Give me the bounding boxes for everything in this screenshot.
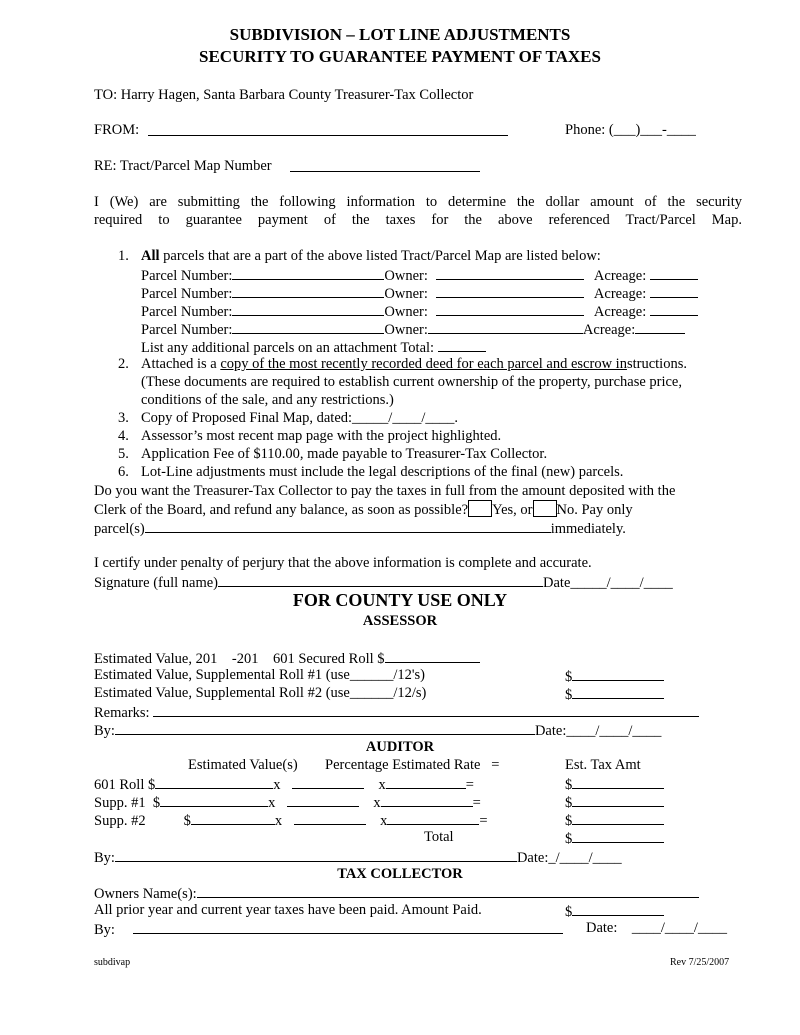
certify-text: I certify under penalty of perjury that the above information is complete and accurate. bbox=[94, 555, 592, 571]
assessor-supp1-amount[interactable]: $ bbox=[565, 666, 664, 686]
auditor-by[interactable]: By: Date:_/____/____ bbox=[94, 847, 622, 867]
form-title-line1: SUBDIVISION – LOT LINE ADJUSTMENTS bbox=[229, 25, 571, 44]
form-title-line2: SECURITY TO GUARANTEE PAYMENT OF TAXES bbox=[199, 47, 601, 66]
assessor-supp1[interactable]: Estimated Value, Supplemental Roll #1 (use______/12's) bbox=[94, 667, 425, 683]
item-number-1: 1. bbox=[118, 248, 129, 264]
to-line: TO: Harry Hagen, Santa Barbara County Treasurer-Tax Collector bbox=[94, 87, 474, 103]
tc-prior-text: All prior year and current year taxes have been paid. Amount Paid. bbox=[94, 902, 482, 918]
auditor-supp1-row[interactable]: Supp. #1 $ x x = bbox=[94, 792, 481, 812]
col-rate: Percentage Estimated Rate = bbox=[325, 757, 500, 773]
footer-revision: Rev 7/25/2007 bbox=[670, 957, 730, 968]
question-line3[interactable]: parcel(s) immediately. bbox=[94, 518, 626, 538]
col-tax: Est. Tax Amt bbox=[565, 757, 641, 773]
item-number-6: 6. bbox=[118, 464, 129, 480]
item-number-2: 2. bbox=[118, 356, 129, 372]
auditor-supp2-row[interactable]: Supp. #2 $ x x = bbox=[94, 810, 488, 830]
assessor-remarks[interactable]: Remarks: bbox=[94, 702, 699, 722]
question-line1: Do you want the Treasurer-Tax Collector to pay the taxes in full from the amount deposited with the bbox=[94, 483, 676, 499]
assessor-est-value[interactable]: Estimated Value, 201 -201 601 Secured Roll $ bbox=[94, 648, 480, 668]
item-4-text: Assessor’s most recent map page with the project highlighted. bbox=[141, 428, 502, 444]
footer-form-id: subdivap bbox=[94, 957, 131, 968]
no-label: No. Pay only bbox=[556, 502, 633, 518]
tc-by[interactable]: By: bbox=[94, 919, 563, 939]
auditor-heading: AUDITOR bbox=[365, 739, 435, 755]
item-1-bold: All bbox=[141, 248, 160, 264]
parcel-row[interactable]: Parcel Number: Owner: Acreage: bbox=[141, 283, 698, 303]
parcel-row[interactable]: Parcel Number: Owner: Acreage: bbox=[141, 301, 698, 321]
question-line2: Clerk of the Board, and refund any balance, as soon as possible? Yes, or No. Pay only bbox=[94, 502, 633, 518]
phone-field[interactable]: Phone: (___)___-____ bbox=[565, 122, 696, 138]
parcel-row[interactable]: Parcel Number: Owner: Acreage: bbox=[141, 265, 698, 285]
auditor-supp1-tax[interactable]: $ bbox=[565, 792, 664, 812]
signature-field[interactable]: Signature (full name) Date_____/____/____ bbox=[94, 572, 673, 592]
intro-line2: required to guarantee payment of the taxes for the above referenced Tract/Parcel Map. bbox=[94, 212, 742, 228]
item-number-5: 5. bbox=[118, 446, 129, 462]
county-use-heading: FOR COUNTY USE ONLY bbox=[292, 590, 508, 610]
item-number-3: 3. bbox=[118, 410, 129, 426]
item-5-text: Application Fee of $110.00, made payable to Treasurer-Tax Collector. bbox=[141, 446, 548, 462]
yes-label: Yes, or bbox=[492, 502, 533, 518]
tc-amount-paid[interactable]: $ bbox=[565, 901, 664, 921]
auditor-601-row[interactable]: 601 Roll $ x x = bbox=[94, 774, 474, 794]
assessor-by[interactable]: By: Date:____/____/____ bbox=[94, 720, 661, 740]
item-2-text: Attached is a copy of the most recently recorded deed for each parcel and escrow instructions. bbox=[141, 356, 687, 372]
re-label: RE: Tract/Parcel Map Number bbox=[94, 158, 272, 174]
parcel-row[interactable]: Parcel Number: Owner: Acreage: bbox=[141, 319, 685, 339]
assessor-supp2-amount[interactable]: $ bbox=[565, 684, 664, 704]
item-6-text: Lot-Line adjustments must include the legal descriptions of the final (new) parcels. bbox=[141, 464, 624, 480]
auditor-601-tax[interactable]: $ bbox=[565, 774, 664, 794]
item-1-text bbox=[141, 247, 601, 265]
item-3-text[interactable]: Copy of Proposed Final Map, dated:_____/____/____. bbox=[141, 410, 458, 426]
tax-collector-heading: TAX COLLECTOR bbox=[337, 866, 463, 882]
auditor-total-amount[interactable]: $ bbox=[565, 828, 664, 848]
col-est-value: Estimated Value(s) bbox=[188, 757, 298, 773]
from-label: FROM: bbox=[94, 122, 140, 138]
auditor-total-label: Total bbox=[424, 829, 454, 845]
intro-line1: I (We) are submitting the following information to determine the dollar amount of the security bbox=[94, 194, 742, 210]
item-1-rest: parcels that are a part of the above listed Tract/Parcel Map are listed below: bbox=[159, 248, 601, 264]
tc-date[interactable]: Date: ____/____/____ bbox=[586, 920, 727, 936]
map-number-field[interactable] bbox=[290, 157, 480, 177]
item-2-line2: (These documents are required to establish current ownership of the property, purchase price, bbox=[141, 374, 682, 390]
from-field[interactable] bbox=[148, 121, 508, 141]
item-2-line3: conditions of the sale, and any restrictions.) bbox=[141, 392, 394, 408]
assessor-supp2[interactable]: Estimated Value, Supplemental Roll #2 (use______/12/s) bbox=[94, 685, 427, 701]
yes-checkbox[interactable] bbox=[468, 500, 492, 517]
item-number-4: 4. bbox=[118, 428, 129, 444]
no-checkbox[interactable] bbox=[533, 500, 557, 517]
assessor-heading: ASSESSOR bbox=[362, 613, 438, 629]
signature-date: Date_____/____/____ bbox=[543, 575, 673, 591]
additional-parcels[interactable]: List any additional parcels on an attachment Total: bbox=[141, 337, 486, 357]
tc-owners[interactable]: Owners Name(s): bbox=[94, 883, 699, 903]
auditor-supp2-tax[interactable]: $ bbox=[565, 810, 664, 830]
